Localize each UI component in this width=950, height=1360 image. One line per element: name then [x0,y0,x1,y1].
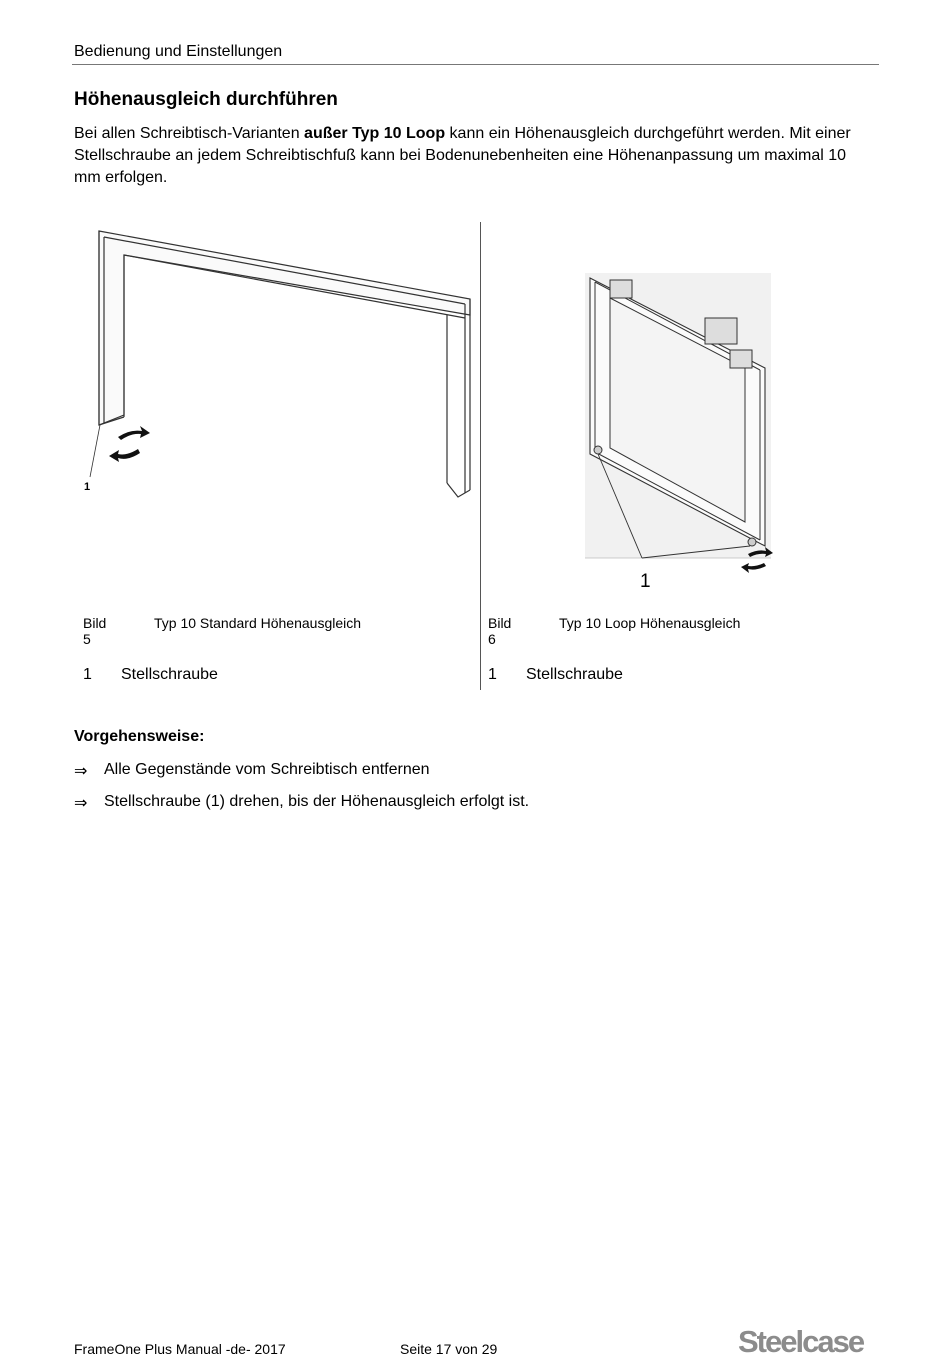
procedure-step-text: Stellschraube (1) drehen, bis der Höhenausgleich erfolgt ist. [104,793,530,810]
intro-paragraph [74,123,874,189]
procedure-title: Vorgehensweise: [74,728,205,745]
figure6-legend-number: 1 [488,666,497,683]
steelcase-logo: Steelcase [738,1324,864,1359]
intro-text-start: Bei allen Schreibtisch-Varianten [74,125,305,142]
page-title: Höhenausgleich durchführen [74,89,338,110]
figure6-legend-text: Stellschraube [526,666,623,683]
step-arrow-icon: ⇒ [74,795,88,812]
figure-column-divider [480,222,481,690]
figure-standard-frame [80,225,480,505]
loop-frame-illustration [580,268,780,598]
figure5-legend-text: Stellschraube [121,666,218,683]
figure5-caption-number: Bild 5 [83,615,107,647]
step-arrow-icon: ⇒ [74,763,88,780]
intro-text-bold: außer Typ 10 Loop [304,125,446,142]
figure5-callout-number: 1 [84,481,91,493]
figure5-caption-text: Typ 10 Standard Höhenausgleich [154,615,362,631]
procedure-step-text: Alle Gegenstände vom Schreibtisch entfernen [104,761,430,778]
intro-text-end: kann ein Höhenausgleich durchgeführt werden. Mit einer Stellschraube an jedem Schreibtischfuß kann bei Bodenunebenheiten eine Höhenanpassung um maximal 10 mm erfolgen. [74,125,851,186]
figure6-caption-number: Bild 6 [488,615,512,647]
header-section-title: Bedienung und Einstellungen [74,43,283,60]
figure-loop-frame [580,268,780,598]
footer-page-number: Seite 17 von 29 [400,1341,498,1357]
standard-frame-illustration [80,225,480,505]
figure5-legend-number: 1 [83,666,92,683]
figure6-caption-text: Typ 10 Loop Höhenausgleich [559,615,741,631]
header-divider [72,64,879,65]
figure6-callout-number: 1 [640,571,651,592]
footer-manual-title: FrameOne Plus Manual -de- 2017 [74,1341,286,1357]
